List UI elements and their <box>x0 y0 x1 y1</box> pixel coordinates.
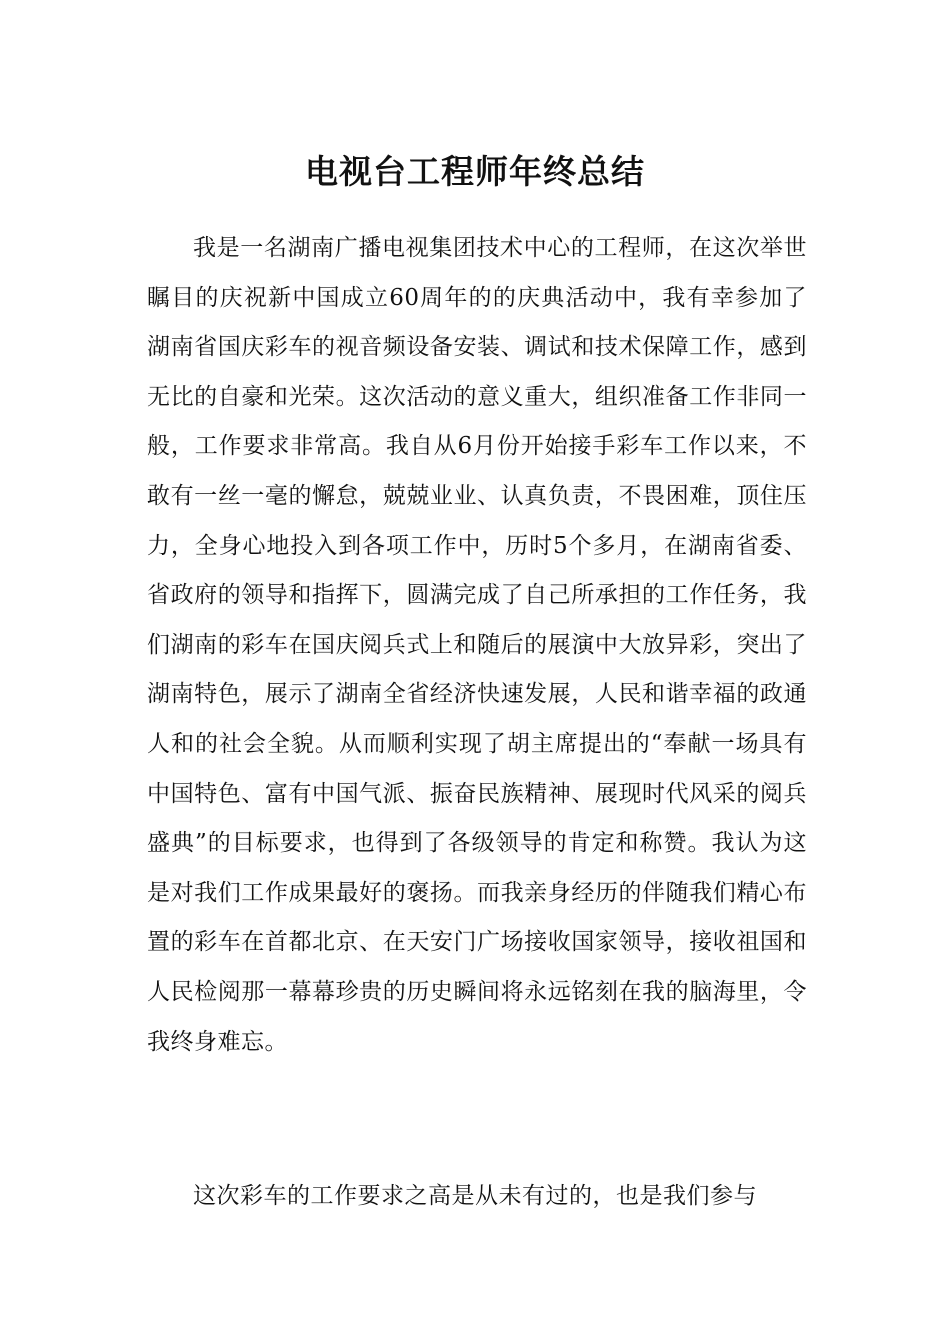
body-paragraph-2: 这次彩车的工作要求之高是从未有过的，也是我们参与 <box>193 1183 757 1209</box>
document-title: 电视台工程师年终总结 <box>305 152 645 192</box>
body-paragraph-1: 我是一名湖南广播电视集团技术中心的工程师，在这次举世瞩目的庆祝新中国成立60周年的的庆典活动中，我有幸参加了湖南省国庆彩车的视音频设备安装、调试和技术保障工作，感到无比的自豪和光荣。这次活动的意义重大，组织准备工作非同一般，工作要求非常高。我自从6月份开始接手彩车工作以来，不敢有一丝一毫的懈怠，兢兢业业、认真负责，不畏困难，顶住压力，全身心地投入到各项工作中，历时5个多月，在湖南省委、省政府的领导和指挥下，圆满完成了自己所承担的工作任务，我们湖南的彩车在国庆阅兵式上和随后的展演中大放异彩，突出了湖南特色，展示了湖南全省经济快速发展，人民和谐幸福的政通人和的社会全貌。从而顺利实现了胡主席提出的“奉献一场具有中国特色、富有中国气派、振奋民族精神、展现时代风采的阅兵盛典”的目标要求，也得到了各级领导的肯定和称赞。我认为这是对我们工作成果最好的褒扬。而我亲身经历的伴随我们精心布置的彩车在首都北京、在天安门广场接收国家领导，接收祖国和人民检阅那一幕幕珍贵的历史瞬间将永远铭刻在我的脑海里，令我终身难忘。 <box>147 235 807 1055</box>
